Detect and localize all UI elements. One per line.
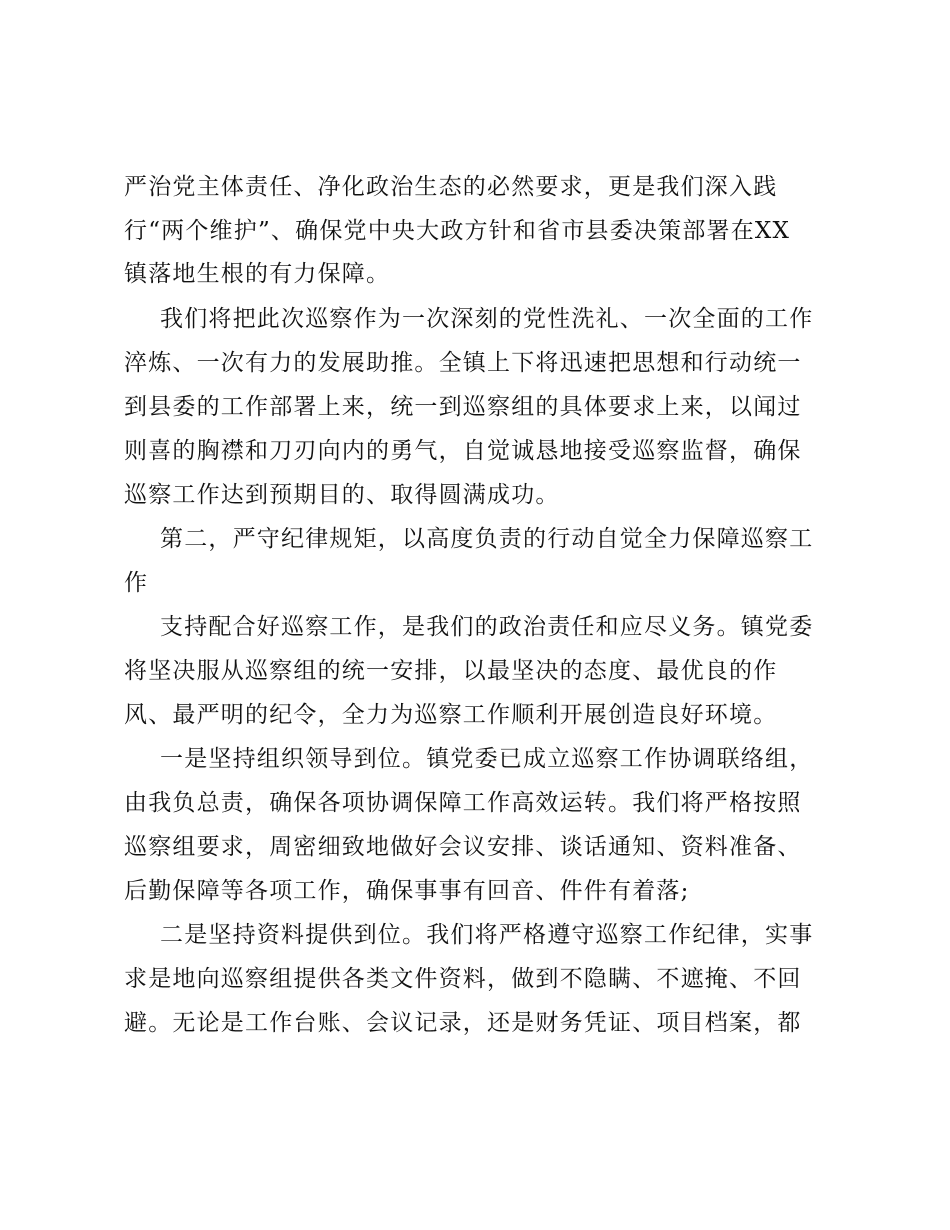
body-text-line: 淬炼、一次有力的发展助推。全镇上下将迅速把思想和行动统一 <box>124 350 802 376</box>
body-text-line: 到县委的工作部署上来，统一到巡察组的具体要求上来，以闻过 <box>124 394 802 420</box>
body-text-line: 巡察工作达到预期目的、取得圆满成功。 <box>124 482 560 508</box>
body-text-line: 则喜的胸襟和刀刃向内的勇气，自觉诚恳地接受巡察监督，确保 <box>124 438 802 464</box>
paragraph-first-line: 支持配合好巡察工作，是我们的政治责任和应尽义务。镇党委 <box>160 614 814 640</box>
body-text-line: 巡察组要求，周密细致地做好会议安排、谈话通知、资料准备、 <box>124 834 802 860</box>
body-text-line: 严治党主体责任、净化政治生态的必然要求，更是我们深入践 <box>124 174 778 200</box>
paragraph-first-line: 我们将把此次巡察作为一次深刻的党性洗礼、一次全面的工作 <box>160 306 814 332</box>
body-text-line: 行“两个维护”、确保党中央大政方针和省市县委决策部署在XX <box>124 218 791 244</box>
body-text-line: 将坚决服从巡察组的统一安排，以最坚决的态度、最优良的作 <box>124 658 778 684</box>
body-text-line: 由我负总责，确保各项协调保障工作高效运转。我们将严格按照 <box>124 790 802 816</box>
section-heading-line: 作 <box>124 570 149 596</box>
body-text-line: 后勤保障等各项工作，确保事事有回音、件件有着落; <box>124 878 690 904</box>
body-text-line: 风、最严明的纪令，全力为巡察工作顺利开展创造良好环境。 <box>124 702 778 728</box>
paragraph-first-line: 二是坚持资料提供到位。我们将严格遵守巡察工作纪律，实事 <box>160 922 814 948</box>
body-text-line: 求是地向巡察组提供各类文件资料，做到不隐瞒、不遮掩、不回 <box>124 966 802 992</box>
body-text-line: 镇落地生根的有力保障。 <box>124 261 391 287</box>
section-heading-line: 第二，严守纪律规矩，以高度负责的行动自觉全力保障巡察工 <box>160 526 814 552</box>
paragraph-first-line: 一是坚持组织领导到位。镇党委已成立巡察工作协调联络组， <box>160 746 814 772</box>
body-text-line: 避。无论是工作台账、会议记录，还是财务凭证、项目档案，都 <box>124 1010 802 1036</box>
